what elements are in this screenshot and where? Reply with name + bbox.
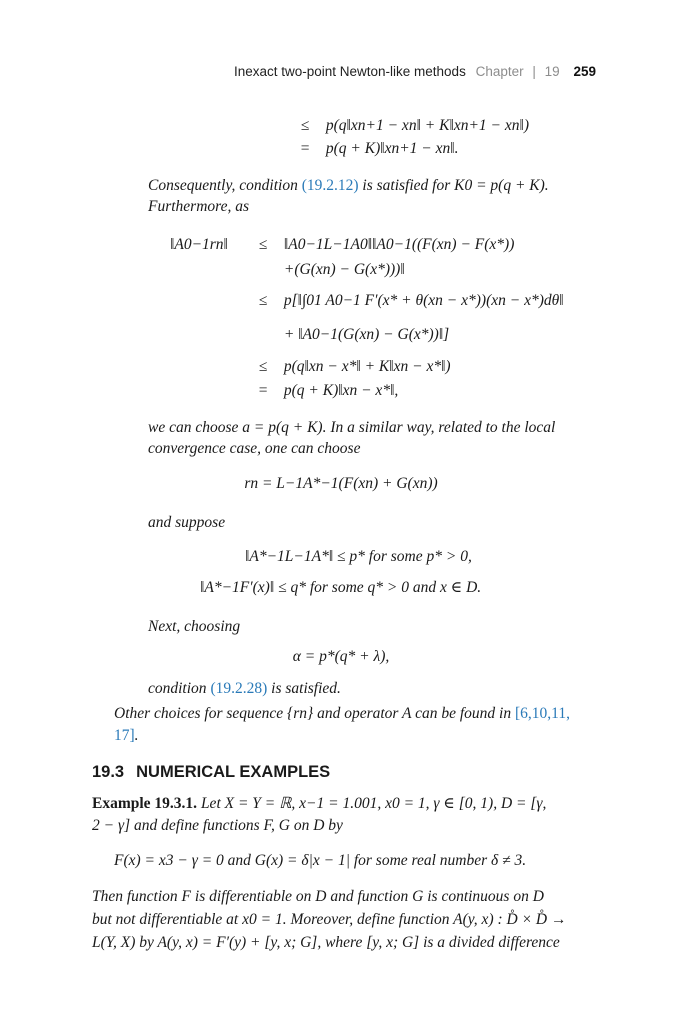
relation-symbol: = — [299, 140, 311, 157]
equation-alpha: α = p*(q* + λ), — [292, 648, 390, 665]
equation-line: ‖A*−1F′(x)‖ ≤ q* for some q* > 0 and x ∈ D. — [200, 579, 482, 596]
equation-expression: p(q‖xn − x*‖ + K‖xn − x*‖) — [283, 358, 451, 375]
paragraph-text: condition — [148, 680, 211, 697]
page-number: 259 — [573, 64, 596, 79]
equation-line — [288, 117, 529, 135]
paragraph — [92, 885, 594, 954]
equation-line — [246, 261, 405, 279]
paragraph-text: . — [134, 727, 139, 744]
equation-line: ‖A*−1L−1A*‖ ≤ p* for some p* > 0, — [245, 548, 472, 565]
example-paragraph — [92, 793, 594, 837]
paragraph-text: Furthermore, as — [148, 198, 250, 215]
equation-F: F(x) = x3 − γ = 0 and G(x) = δ|x − 1| for some real number δ ≠ 3. — [114, 852, 527, 869]
running-header — [234, 64, 596, 79]
equation-expression: p[‖∫01 A0−1 F′(x* + θ(xn − x*))(xn − x*)dθ‖ — [283, 292, 564, 309]
equation-reference-link[interactable]: (19.2.12) — [301, 177, 359, 194]
chapter-label: Chapter — [475, 64, 524, 79]
chapter-number: 19 — [544, 64, 560, 79]
paragraph — [148, 175, 594, 217]
section-number: 19.3 — [92, 763, 125, 781]
paragraph — [148, 417, 594, 459]
paragraph-text: L(Y, X) by A(y, x) = F′(y) + [y, x; G], where [y, x; G] is a divided difference — [92, 934, 560, 951]
citation-link[interactable]: 17] — [114, 727, 135, 744]
relation-symbol: ≤ — [258, 236, 268, 253]
relation-symbol: ≤ — [258, 292, 268, 309]
paragraph: and suppose — [148, 514, 226, 531]
header-separator: | — [532, 64, 536, 79]
paragraph-text: is satisfied. — [267, 680, 341, 697]
relation-symbol: ≤ — [258, 358, 268, 375]
equation-line — [246, 358, 451, 376]
paragraph-text: Other choices for sequence {rn} and operator A can be found in — [114, 705, 515, 722]
equation-lhs: ‖A0−1rn‖ — [170, 236, 228, 253]
paragraph: Next, choosing — [148, 618, 241, 635]
equation-line — [246, 292, 564, 310]
paragraph-text: but not differentiable at x0 = 1. Moreover, define function A(y, x) : D̊ × D̊ → — [92, 911, 567, 928]
paragraph-text: we can choose a = p(q + K). In a similar way, related to the local — [148, 419, 556, 436]
paragraph-text: is satisfied for K0 = p(q + K). — [358, 177, 549, 194]
paragraph-text: Consequently, condition — [148, 177, 302, 194]
equation-expression: + ‖A0−1(G(xn) − G(x*))‖] — [283, 326, 450, 343]
equation-line — [246, 326, 449, 344]
equation-reference-link[interactable]: (19.2.28) — [210, 680, 268, 697]
equation-line — [246, 382, 398, 400]
example-label: Example 19.3.1. — [92, 795, 198, 812]
equation-expression: +(G(xn) − G(x*)))‖ — [283, 261, 405, 278]
running-title: Inexact two-point Newton-like methods — [233, 64, 466, 79]
relation-symbol: ≤ — [300, 117, 310, 134]
equation-line — [246, 236, 514, 254]
paragraph-text: Let X = Y = ℝ, x−1 = 1.001, x0 = 1, γ ∈ [0, 1), D = [γ, — [197, 795, 547, 812]
paragraph-text: 2 − γ] and define functions F, G on D by — [92, 817, 343, 834]
citation-link[interactable]: [6,10,11, — [515, 705, 570, 722]
relation-symbol: = — [257, 382, 269, 399]
section-title: NUMERICAL EXAMPLES — [136, 763, 331, 781]
equation-expression: ‖A0−1L−1A0‖‖A0−1((F(xn) − F(x*)) — [283, 236, 515, 253]
equation-expression: p(q + K)‖xn − x*‖, — [283, 382, 399, 399]
equation-rn: rn = L−1A*−1(F(xn) + G(xn)) — [244, 475, 438, 492]
paragraph-text: Then function F is differentiable on D and function G is continuous on D — [92, 888, 544, 905]
equation-expression: p(q + K)‖xn+1 − xn‖. — [325, 140, 459, 157]
paragraph — [148, 678, 594, 699]
paragraph — [114, 703, 594, 747]
section-heading — [92, 763, 330, 782]
equation-line — [288, 140, 459, 158]
equation-expression: p(q‖xn+1 − xn‖ + K‖xn+1 − xn‖) — [325, 117, 530, 134]
paragraph-text: convergence case, one can choose — [148, 440, 361, 457]
